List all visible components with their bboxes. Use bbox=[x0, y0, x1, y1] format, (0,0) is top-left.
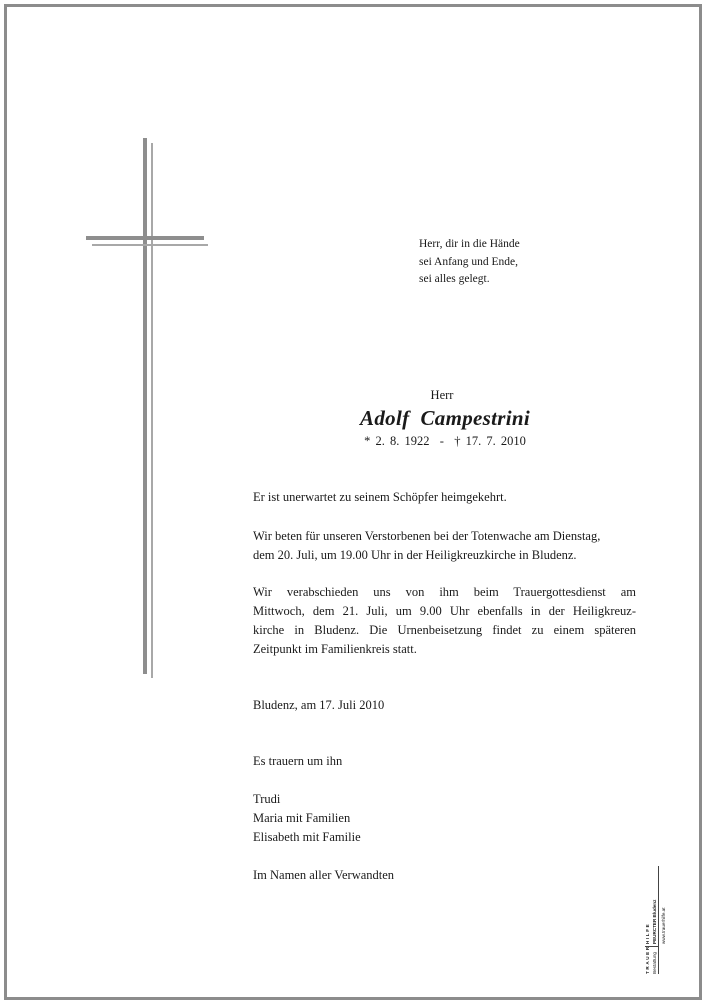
verse-line: sei alles gelegt. bbox=[419, 273, 490, 285]
cross-vertical-beam bbox=[143, 138, 147, 674]
verse-line: Herr, dir in die Hände bbox=[419, 238, 520, 250]
logo-url: www.trauerhilfe.at bbox=[661, 907, 666, 944]
logo-sub-left: Bestattung bbox=[651, 952, 657, 974]
cross-horizontal-beam bbox=[86, 236, 204, 240]
text-line: Wir beten für unseren Verstorbenen bei der Totenwache am Dienstag, bbox=[253, 529, 601, 543]
deceased-name: Adolf Campestrini bbox=[360, 406, 530, 430]
text-line: Er ist unerwartet zu seinem Schöpfer heimgekehrt. bbox=[253, 490, 507, 504]
cross-horizontal-shadow bbox=[92, 244, 208, 246]
mourner-name: Trudi bbox=[253, 792, 281, 806]
text-line: Zeitpunkt im Familienkreis statt. bbox=[253, 642, 417, 656]
text-line: dem 20. Juli, um 19.00 Uhr in der Heiligkreuzkirche in Bludenz. bbox=[253, 548, 577, 562]
announcement-passing bbox=[253, 488, 636, 507]
relatives-line bbox=[253, 866, 636, 885]
text-line: Im Namen aller Verwandten bbox=[253, 868, 395, 882]
text-line: kirche in Bludenz. Die Urnenbeisetzung findet zu einem späteren bbox=[253, 623, 636, 637]
verse-line: sei Anfang und Ende, bbox=[419, 255, 519, 268]
logo-brand-left: TRAUER bbox=[645, 945, 650, 974]
logo-brand-right: HILFE bbox=[645, 922, 650, 944]
logo-sub-right: PEURCTER Bludenz bbox=[651, 899, 657, 944]
text-line: Mittwoch, dem 21. Juli, um 9.00 Uhr ebenfalls in der Heiligkreuz- bbox=[253, 604, 636, 618]
logo-separator bbox=[645, 946, 658, 947]
text-line: Bludenz, am 17. Juli 2010 bbox=[253, 698, 385, 712]
announcement-funeral bbox=[253, 583, 636, 659]
text-line: Es trauern um ihn bbox=[253, 754, 343, 768]
logo-rule bbox=[658, 866, 659, 974]
announcement-wake bbox=[253, 527, 636, 565]
mourners-list bbox=[253, 790, 636, 847]
mourning-intro bbox=[253, 752, 636, 771]
funeral-home-logo bbox=[645, 866, 675, 974]
mourner-name: Maria mit Familien bbox=[253, 811, 351, 825]
place-date bbox=[253, 696, 636, 715]
honorific: Herr bbox=[430, 388, 454, 402]
bible-verse bbox=[419, 236, 520, 289]
cross-vertical-shadow bbox=[151, 143, 153, 678]
life-dates: * 2. 8. 1922 - † 17. 7. 2010 bbox=[364, 434, 526, 448]
mourner-name: Elisabeth mit Familie bbox=[253, 830, 361, 844]
text-line: Wir verabschieden uns von ihm beim Trauergottesdienst am bbox=[253, 585, 636, 599]
